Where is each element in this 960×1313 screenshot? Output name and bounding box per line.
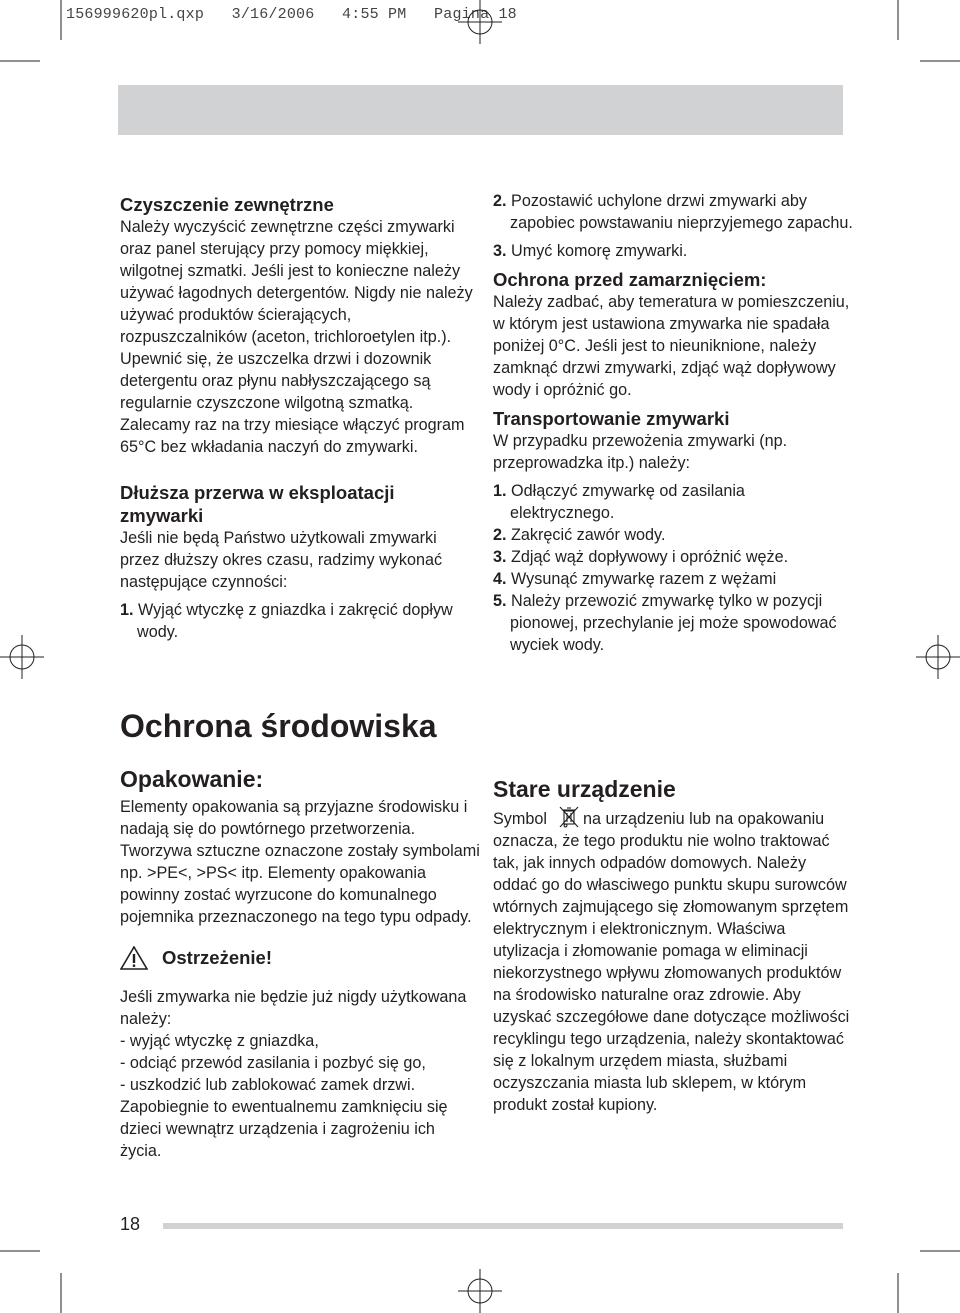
old-device-section <box>493 774 853 1116</box>
warning-line: - uszkodzić lub zablokować zamek drzwi. <box>120 1076 416 1094</box>
footer-rule <box>163 1223 843 1229</box>
long-break-step: 1. Wyjąć wtyczkę z gniazdka i zakręcić dopływ wody. <box>120 601 453 641</box>
right-column <box>493 190 853 656</box>
header-band <box>118 85 843 135</box>
long-break-step: 2. Pozostawić uchylone drzwi zmywarki aby zapobiec powstawaniu nieprzyjemego zapachu. <box>493 192 853 232</box>
exterior-cleaning-heading: Czyszczenie zewnętrzne <box>120 194 334 215</box>
packaging-text: Elementy opakowania są przyjazne środowisku i nadają się do powtórnego przetworzenia. Tworzywa sztuczne oznaczone zostały symbolami np. >PE<, >PS< itp. Elementy opakowania powinny zostać wyrzucone do komunalnego pojemnika przeznaczonego na tego typu odpady. <box>120 798 480 926</box>
left-column <box>120 193 480 643</box>
transport-step: 5. Należy przewozić zmywarkę tylko w pozycji pionowej, przechylanie jej może spowodować wyciek wody. <box>493 592 837 654</box>
warning-line: - odciąć przewód zasilania i pozbyć się go, <box>120 1054 426 1072</box>
packaging-section <box>120 764 480 1162</box>
transport-step: 3. Zdjąć wąż dopływowy i opróżnić węże. <box>493 548 789 566</box>
transport-step: 2. Zakręcić zawór wody. <box>493 526 666 544</box>
crossed-bin-icon <box>559 806 579 828</box>
long-break-heading: Dłuższa przerwa w eksploatacji zmywarki <box>120 482 395 526</box>
page-number: 18 <box>120 1214 141 1234</box>
packaging-heading: Opakowanie: <box>120 766 264 792</box>
warning-header <box>120 946 480 970</box>
long-break-text: Jeśli nie będą Państwo użytkowali zmywarki przez dłuższy okres czasu, radzimy wykonać następujące czynności: <box>120 529 443 591</box>
warning-outro: Zapobiegnie to ewentualnemu zamknięciu się dzieci wewnątrz urządzenia i zagrożeniu ich życia. <box>120 1098 448 1160</box>
transport-text: W przypadku przewożenia zmywarki (np. przeprowadzka itp.) należy: <box>493 432 788 472</box>
transport-heading: Transportowanie zmywarki <box>493 408 730 429</box>
environment-title: Ochrona środowiska <box>120 708 437 744</box>
exterior-cleaning-text: Należy wyczyścić zewnętrzne części zmywarki oraz panel sterujący przy pomocy miękkiej, wilgotnej szmatki. Jeśli jest to konieczne należy używać łagodnych detergentów. Nigdy nie należy używać produktów ścierających, rozpuszczalników (aceton, trichloroetylen itp.). Upewnić się, że uszczelka drzwi i dozownik detergentu oraz płynu nabłyszczającego są regularnie czyszczone wilgotną szmatką. <box>120 218 473 412</box>
transport-step: 1. Odłączyć zmywarkę od zasilania elektrycznego. <box>493 482 745 522</box>
long-break-step: 3. Umyć komorę zmywarki. <box>493 242 688 260</box>
warning-label: Ostrzeżenie! <box>162 947 273 968</box>
warning-triangle-icon <box>120 946 148 970</box>
transport-step: 4. Wysunąć zmywarkę razem z wężami <box>493 570 777 588</box>
print-slug: 156999620pl.qxp 3/16/2006 4:55 PM Pagina 18 <box>66 6 517 23</box>
old-device-heading: Stare urządzenie <box>493 776 676 802</box>
old-device-text: Symbol na urządzeniu lub na opakowaniu oznacza, że tego produktu nie wolno traktować tak, jak innych odpadów domowych. Należy oddać go do własciwego punktu skupu surowców wtórnych zajmującego się złomowanym sprzętem elektrycznym i elektronicznym. Właściwa utylizacja i złomowanie pomaga w eliminacji niekorzystnego wpływu złomowanych produktów na środowisko naturalne oraz zdrowie. Aby uzyskać szczegółowe dane dotyczące możliwości recyklingu tego urządzenia, należy skontaktować się z lokalnym urzędem miasta, służbami oczyszczania miasta lub sklepem, w którym produkt został kupiony. <box>493 806 853 1116</box>
frost-protection-text: Należy zadbać, aby temeratura w pomieszczeniu, w którym jest ustawiona zmywarka nie spadała poniżej 0°C. Jeśli jest to nieuniknione, należy zamknąć drzwi zmywarki, zdjąć wąż dopływowy wody i opróżnić go. <box>493 293 850 399</box>
exterior-cleaning-recommendation: Zalecamy raz na trzy miesiące włączyć program 65°C bez wkładania naczyń do zmywarki. <box>120 416 465 456</box>
warning-line: - wyjąć wtyczkę z gniazdka, <box>120 1032 319 1050</box>
frost-protection-heading: Ochrona przed zamarznięciem: <box>493 269 767 290</box>
warning-intro: Jeśli zmywarka nie będzie już nigdy użytkowana należy: <box>120 988 467 1028</box>
